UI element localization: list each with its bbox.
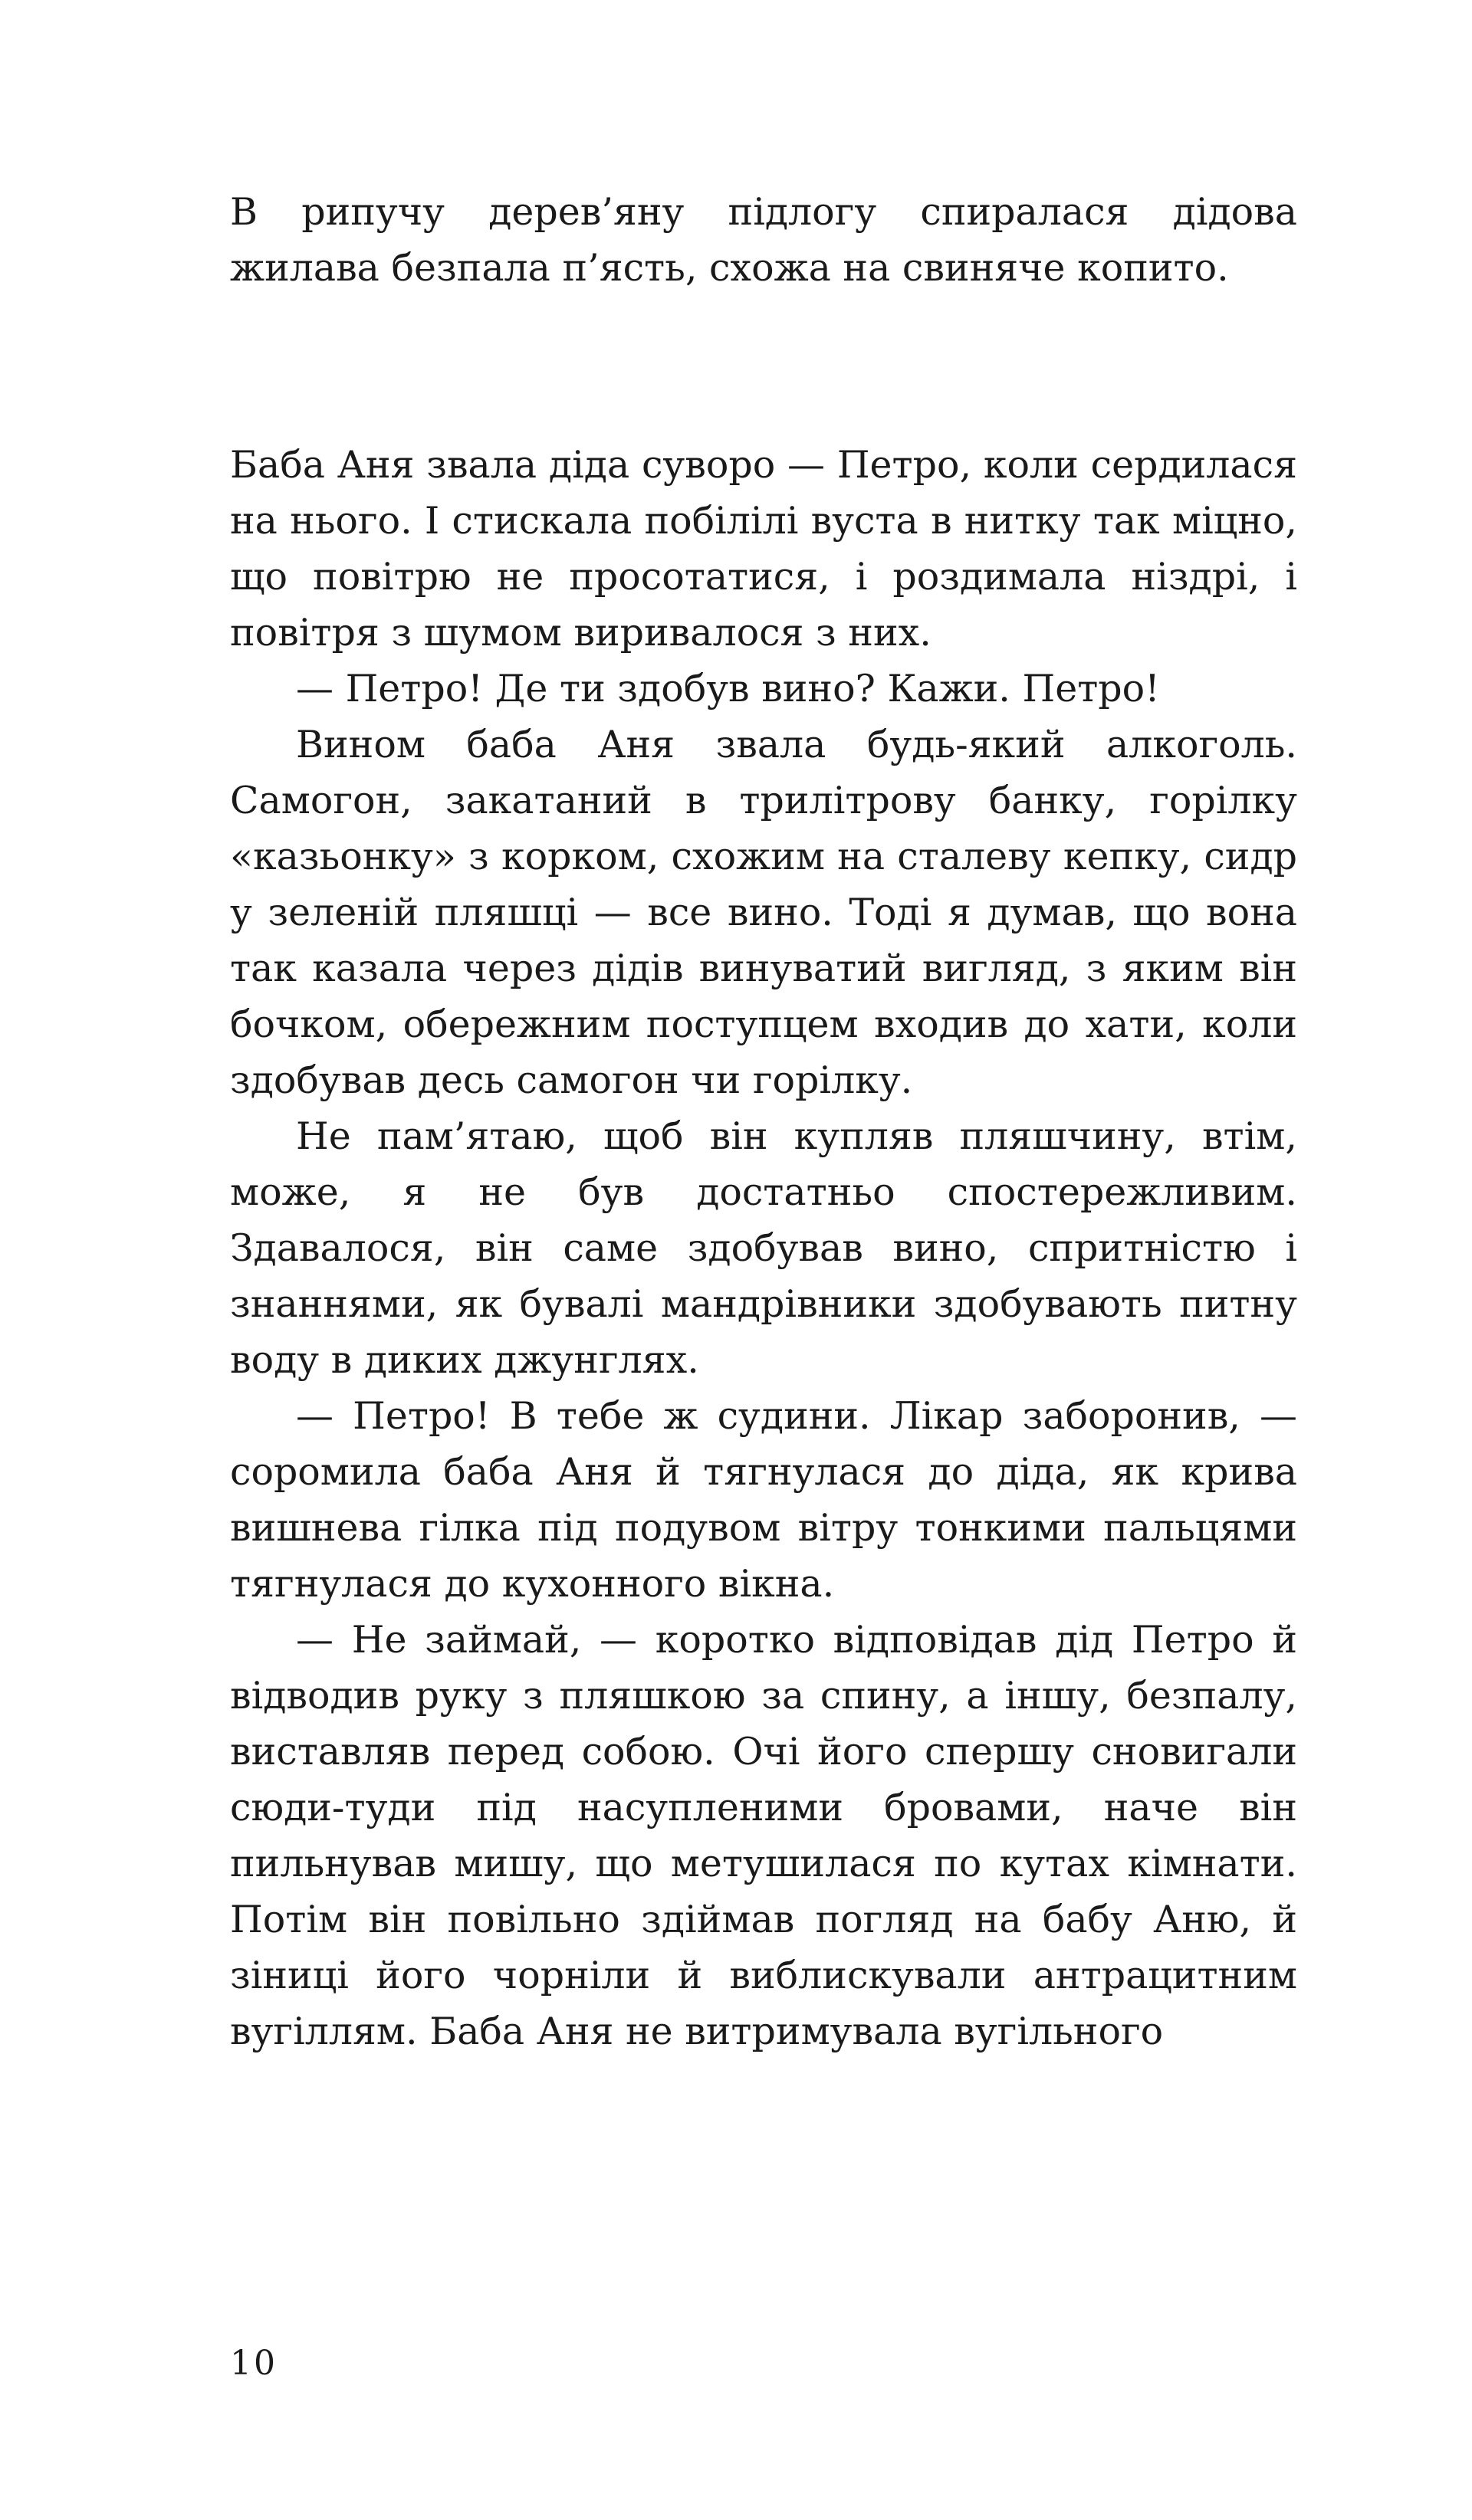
dialogue-paragraph: — Петро! Де ти здобув вино? Кажи. Петро!: [296, 667, 1160, 710]
paragraph: Вином баба Аня звала будь-який алкоголь. Самогон, закатаний в трилітрову банку, горілку «казьонку» з корком, схожим на сталеву кепку, сидр у зеленій пляшці — все вино. Тоді я думав, що вона так казала через дідів винуватий вигляд, з яким він бочком, обережним поступцем входив до хати, коли здобував десь самогон чи горілку.: [230, 723, 1297, 1102]
paragraph: Не пам’ятаю, щоб він купляв пляшчину, втім, може, я не був достатньо спостережливим. Здавалося, він саме здобував вино, спритністю і знаннями, як бувалі мандрівники здобувають питну воду в диких джунглях.: [230, 1114, 1297, 1382]
page-number: 10: [230, 2344, 278, 2383]
opening-section: [230, 184, 1297, 296]
paragraph: Баба Аня звала діда суворо — Петро, коли сердилася на нього. І стискала побілілі вуста в нитку так міцно, що повітрю не просотатися, і роздимала ніздрі, і повітря з шумом виривалося з них.: [230, 443, 1297, 655]
dialogue-paragraph: — Петро! В тебе ж судини. Лікар заборонив, — соромила баба Аня й тягнулася до діда, як крива вишнева гілка під подувом вітру тонкими пальцями тягнулася до кухонного вікна.: [230, 1394, 1297, 1606]
dialogue-paragraph: — Не займай, — коротко відповідав дід Петро й відводив руку з пляшкою за спину, а іншу, безпалу, виставляв перед собою. Очі його спершу сновигали сюди-туди під насупленими бровами, наче він пильнував мишу, що метушилася по кутах кімнати. Потім він повільно здіймав погляд на бабу Аню, й зіниці його чорніли й виблискували антрацитним вугіллям. Баба Аня не витримувала вугільного: [230, 1618, 1297, 2053]
main-text: [230, 437, 1297, 2059]
opening-paragraph: В рипучу дерев’яну підлогу спиралася дідова жилава безпала п’ясть, схожа на свиняче копито.: [230, 190, 1297, 290]
